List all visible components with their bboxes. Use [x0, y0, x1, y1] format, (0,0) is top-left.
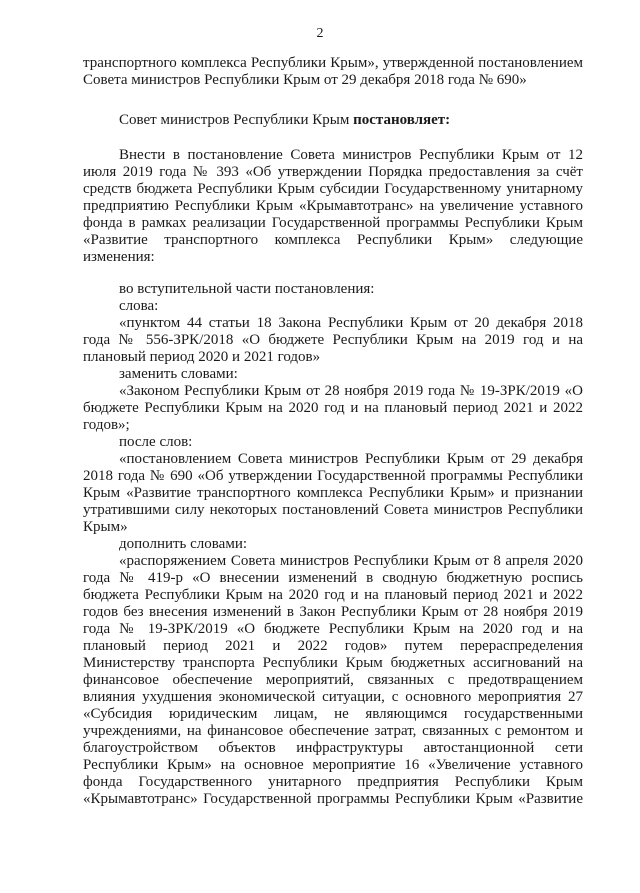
intro-line-1: транспортного комплекса Республики Крым», утвержденной постановлением	[83, 55, 583, 71]
words-label: слова:	[119, 298, 159, 314]
after-label: после слов:	[119, 434, 193, 450]
document-body	[83, 55, 583, 808]
replace-label: заменить словами:	[119, 366, 238, 382]
quote-old: «пунктом 44 статьи 18 Закона Республики Крым от 20 декабря 2018 года № 556-ЗРК/2018 «О бюджете Республики Крым на 2019 год и на плановый период 2020 и 2021 годов»	[83, 315, 583, 365]
quote-new: «Законом Республики Крым от 28 ноября 2019 года № 19-ЗРК/2019 «О бюджете Республики Крым на 2020 год и на плановый период 2021 и 2022 годов»;	[83, 383, 583, 433]
quote-after: «постановлением Совета министров Республики Крым от 29 декабря 2018 года № 690 «Об утверждении Государственной программы Республики Крым «Развитие транспортного комплекса Республики Крым» и признании утратившими силу некоторых постановлений Совета министров Республики Крым»	[83, 451, 583, 535]
resolution-text: Совет министров Республики Крым	[119, 112, 354, 128]
resolution-line	[83, 112, 583, 129]
intro-line-2: Совета министров Республики Крым от 29 декабря 2018 года № 690»	[83, 72, 527, 88]
main-paragraph: Внести в постановление Совета министров Республики Крым от 12 июля 2019 года № 393 «Об утверждении Порядка предоставления за счёт средств бюджета Республики Крым субсидии Государственному унитарному предприятию Республики Крым «Крымавтотранс» на увеличение уставного фонда в рамках реализации Государственной программы Республики Крым «Развитие транспортного комплекса Республики Крым» следующие изменения:	[83, 147, 583, 265]
page-number: 2	[316, 26, 324, 41]
resolution-bold: постановляет:	[353, 112, 451, 128]
supplement-label: дополнить словами:	[119, 536, 248, 552]
quote-supplement: «распоряжением Совета министров Республики Крым от 8 апреля 2020 года № 419-р «О внесении изменений в сводную бюджетную роспись бюджета Республики Крым на 2020 год и на плановый период 2021 и 2022 годов без внесения изменений в Закон Республики Крым от 28 ноября 2019 года № 19-ЗРК/2019 «О бюджете Республики Крым на 2020 год и на плановый период 2021 и 2022 годов» путем перераспределения Министерству транспорта Республики Крым бюджетных ассигнований на финансовое обеспечение мероприятий, связанных с предотвращением влияния ухудшения экономической ситуации, с основного мероприятия 27 «Субсидия юридическим лицам, не являющимся государственными учреждениями, на финансовое обеспечение затрат, связанных с ремонтом и благоустройством объектов инфраструктуры автостанционной сети Республики Крым» на основное мероприятие 16 «Увеличение уставного фонда Государственного унитарного предприятия Республики Крым «Крымавтотранс» Государственной программы Республики Крым «Развитие	[83, 553, 583, 807]
preamble-heading: во вступительной части постановления:	[119, 281, 375, 297]
